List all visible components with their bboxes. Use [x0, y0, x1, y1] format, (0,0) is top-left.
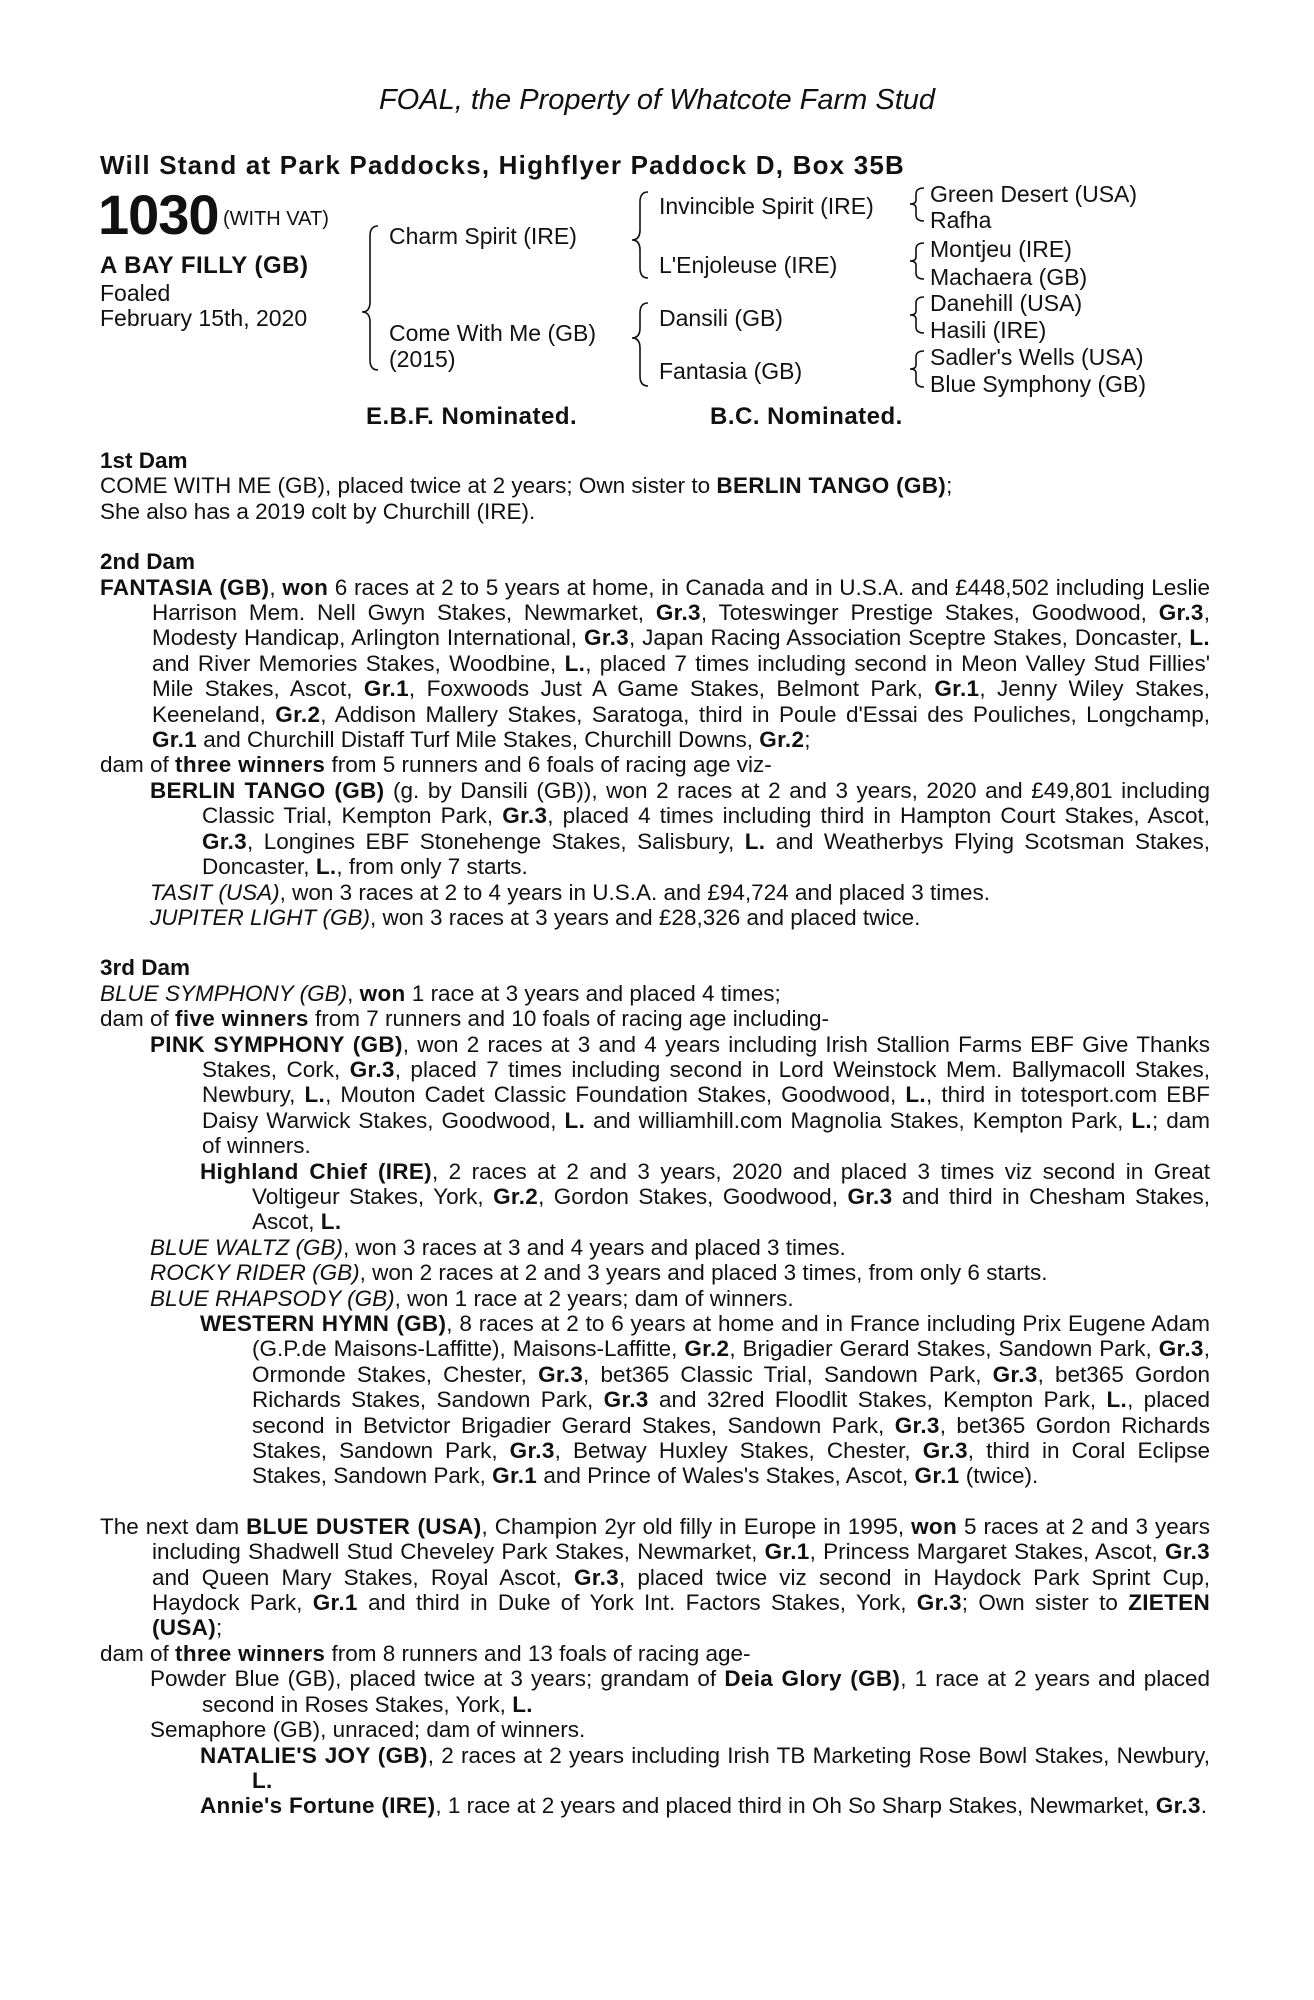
bracket-gen2-sire: [632, 192, 648, 278]
pedigree-sire-dam: L'Enjoleuse (IRE): [659, 252, 838, 278]
pedigree-dam-sire: Dansili (GB): [659, 305, 783, 331]
second-dam-produce-berlin-tango: BERLIN TANGO (GB) (g. by Dansili (GB)), won 2 races at 2 and 3 years, 2020 and £49,801 including Classic Trial, Kempton Park, Gr.3, placed 4 times including third in Hampton Court Stakes, Ascot, Gr.3, Longines EBF Stonehenge Stakes, Salisbury, L. and Weatherbys Flying Scotsman Stakes, Doncaster, L., from only 7 starts.: [150, 777, 1210, 880]
bracket-gen3-3: [910, 297, 924, 333]
lot-number: 1030: [98, 183, 219, 246]
pedigree-notes: [100, 448, 1210, 1819]
pedigree-dam-year: (2015): [389, 346, 456, 372]
second-dam-record: FANTASIA (GB), won 6 races at 2 to 5 years at home, in Canada and in U.S.A. and £448,502 including Leslie Harrison Mem. Nell Gwyn Stakes, Newmarket, Gr.3, Toteswinger Prestige Stakes, Goodwood, Gr.3, Modesty Handicap, Arlington International, Gr.3, Japan Racing Association Sceptre Stakes, Doncaster, L. and River Memories Stakes, Woodbine, L., placed 7 times including second in Meon Valley Stud Fillies' Mile Stakes, Ascot, Gr.1, Foxwoods Just A Game Stakes, Belmont Park, Gr.1, Jenny Wiley Stakes, Keeneland, Gr.2, Addison Mallery Stakes, Saratoga, third in Poule d'Essai des Pouliches, Longchamp, Gr.1 and Churchill Distaff Turf Mile Stakes, Churchill Downs, Gr.2;: [100, 574, 1210, 753]
pedigree-ggp-3: Montjeu (IRE): [930, 236, 1072, 262]
third-dam-produce-blue-waltz: BLUE WALTZ (GB), won 3 races at 3 and 4 years and placed 3 times.: [150, 1234, 846, 1260]
pedigree-ggp-5: Danehill (USA): [930, 290, 1083, 316]
third-dam-produce-blue-rhapsody: BLUE RHAPSODY (GB), won 1 race at 2 years; dam of winners.: [150, 1285, 794, 1311]
bc-nominated: B.C. Nominated.: [710, 403, 903, 430]
foaled-label: Foaled: [100, 280, 171, 306]
first-dam-para: COME WITH ME (GB), placed twice at 2 years; Own sister to BERLIN TANGO (GB);: [100, 473, 953, 499]
bracket-gen1: [362, 226, 378, 370]
pedigree-ggp-4: Machaera (GB): [930, 264, 1088, 290]
pedigree-sire-sire: Invincible Spirit (IRE): [659, 193, 874, 219]
first-dam-note: She also has a 2019 colt by Churchill (IRE).: [100, 498, 536, 524]
pedigree-ggp-1: Green Desert (USA): [930, 181, 1138, 207]
pedigree-dam: Come With Me (GB): [389, 320, 597, 346]
vat-note: (WITH VAT): [223, 208, 329, 230]
pedigree-ggp-2: Rafha: [930, 207, 992, 233]
third-dam-grandproduce-western-hymn: WESTERN HYMN (GB), 8 races at 2 to 6 years at home and in France including Prix Eugene Adam (G.P.de Maisons-Laffitte), Maisons-Laffitte, Gr.2, Brigadier Gerard Stakes, Sandown Park, Gr.3, Ormonde Stakes, Chester, Gr.3, bet365 Classic Trial, Sandown Park, Gr.3, bet365 Gordon Richards Stakes, Sandown Park, Gr.3 and 32red Floodlit Stakes, Kempton Park, L., placed second in Betvictor Brigadier Gerard Stakes, Sandown Park, Gr.3, bet365 Gordon Richards Stakes, Sandown Park, Gr.3, Betway Huxley Stakes, Chester, Gr.3, third in Coral Eclipse Stakes, Sandown Park, Gr.1 and Prince of Wales's Stakes, Ascot, Gr.1 (twice).: [200, 1311, 1211, 1489]
first-dam-heading: 1st Dam: [100, 448, 188, 473]
bracket-gen2-dam: [632, 303, 648, 386]
next-dam-produce-semaphore: Semaphore (GB), unraced; dam of winners.: [150, 1717, 586, 1743]
next-dam-produce-powder-blue: Powder Blue (GB), placed twice at 3 years; grandam of Deia Glory (GB), 1 race at 2 years and placed second in Roses Stakes, York, L.: [150, 1666, 1211, 1717]
next-dam-grandproduce-natalies-joy: NATALIE'S JOY (GB), 2 races at 2 years including Irish TB Marketing Rose Bowl Stakes, Newbury, L.: [200, 1742, 1210, 1793]
next-dam-produce-summary: dam of three winners from 8 runners and 13 foals of racing age-: [100, 1640, 751, 1666]
pedigree-dam-dam: Fantasia (GB): [659, 358, 803, 384]
page-title: FOAL, the Property of Whatcote Farm Stud: [378, 84, 936, 116]
second-dam-heading: 2nd Dam: [100, 549, 196, 575]
lot-description: A BAY FILLY (GB): [100, 252, 309, 279]
third-dam-produce-rocky-rider: ROCKY RIDER (GB), won 2 races at 2 and 3 years and placed 3 times, from only 6 starts.: [150, 1260, 1048, 1286]
pedigree-ggp-8: Blue Symphony (GB): [930, 371, 1147, 397]
foaled-date: February 15th, 2020: [100, 305, 308, 331]
bracket-gen3-1: [910, 188, 924, 221]
second-dam-produce-summary: dam of three winners from 5 runners and 6 foals of racing age viz-: [100, 752, 772, 778]
bracket-gen3-4: [910, 351, 924, 387]
second-dam-produce-jupiter-light: JUPITER LIGHT (GB), won 3 races at 3 years and £28,326 and placed twice.: [150, 904, 921, 930]
bracket-gen3-2: [910, 243, 924, 279]
ebf-nominated: E.B.F. Nominated.: [366, 403, 578, 430]
third-dam-produce-pink-symphony: PINK SYMPHONY (GB), won 2 races at 3 and 4 years including Irish Stallion Farms EBF Give Thanks Stakes, Cork, Gr.3, placed 7 times including second in Lord Weinstock Mem. Ballymacoll Stakes, Newbury, L., Mouton Cadet Classic Foundation Stakes, Goodwood, L., third in totesport.com EBF Daisy Warwick Stakes, Goodwood, L. and williamhill.com Magnolia Stakes, Kempton Park, L.; dam of winners.: [150, 1031, 1211, 1159]
third-dam-heading: 3rd Dam: [100, 955, 191, 981]
next-dam-grandproduce-annies-fortune: Annie's Fortune (IRE), 1 race at 2 years and placed third in Oh So Sharp Stakes, Newmarket, Gr.3.: [200, 1793, 1208, 1819]
stand-location: Will Stand at Park Paddocks, Highflyer Paddock D, Box 35B: [100, 150, 906, 180]
pedigree-ggp-6: Hasili (IRE): [930, 317, 1047, 343]
next-dam-record: The next dam BLUE DUSTER (USA), Champion 2yr old filly in Europe in 1995, won 5 races at 2 and 3 years including Shadwell Stud Cheveley Park Stakes, Newmarket, Gr.1, Princess Margaret Stakes, Ascot, Gr.3 and Queen Mary Stakes, Royal Ascot, Gr.3, placed twice viz second in Haydock Park Sprint Cup, Haydock Park, Gr.1 and third in Duke of York Int. Factors Stakes, York, Gr.3; Own sister to ZIETEN (USA);: [100, 1513, 1211, 1641]
third-dam-produce-summary: dam of five winners from 7 runners and 10 foals of racing age including-: [100, 1006, 830, 1032]
second-dam-produce-tasit: TASIT (USA), won 3 races at 2 to 4 years in U.S.A. and £94,724 and placed 3 times.: [150, 879, 991, 905]
third-dam-grandproduce-highland-chief: Highland Chief (IRE), 2 races at 2 and 3 years, 2020 and placed 3 times viz second in Great Voltigeur Stakes, York, Gr.2, Gordon Stakes, Goodwood, Gr.3 and third in Chesham Stakes, Ascot, L.: [200, 1158, 1210, 1235]
pedigree-ggp-7: Sadler's Wells (USA): [930, 344, 1144, 370]
third-dam-record: BLUE SYMPHONY (GB), won 1 race at 3 years and placed 4 times;: [100, 980, 781, 1006]
pedigree-sire: Charm Spirit (IRE): [389, 223, 577, 249]
